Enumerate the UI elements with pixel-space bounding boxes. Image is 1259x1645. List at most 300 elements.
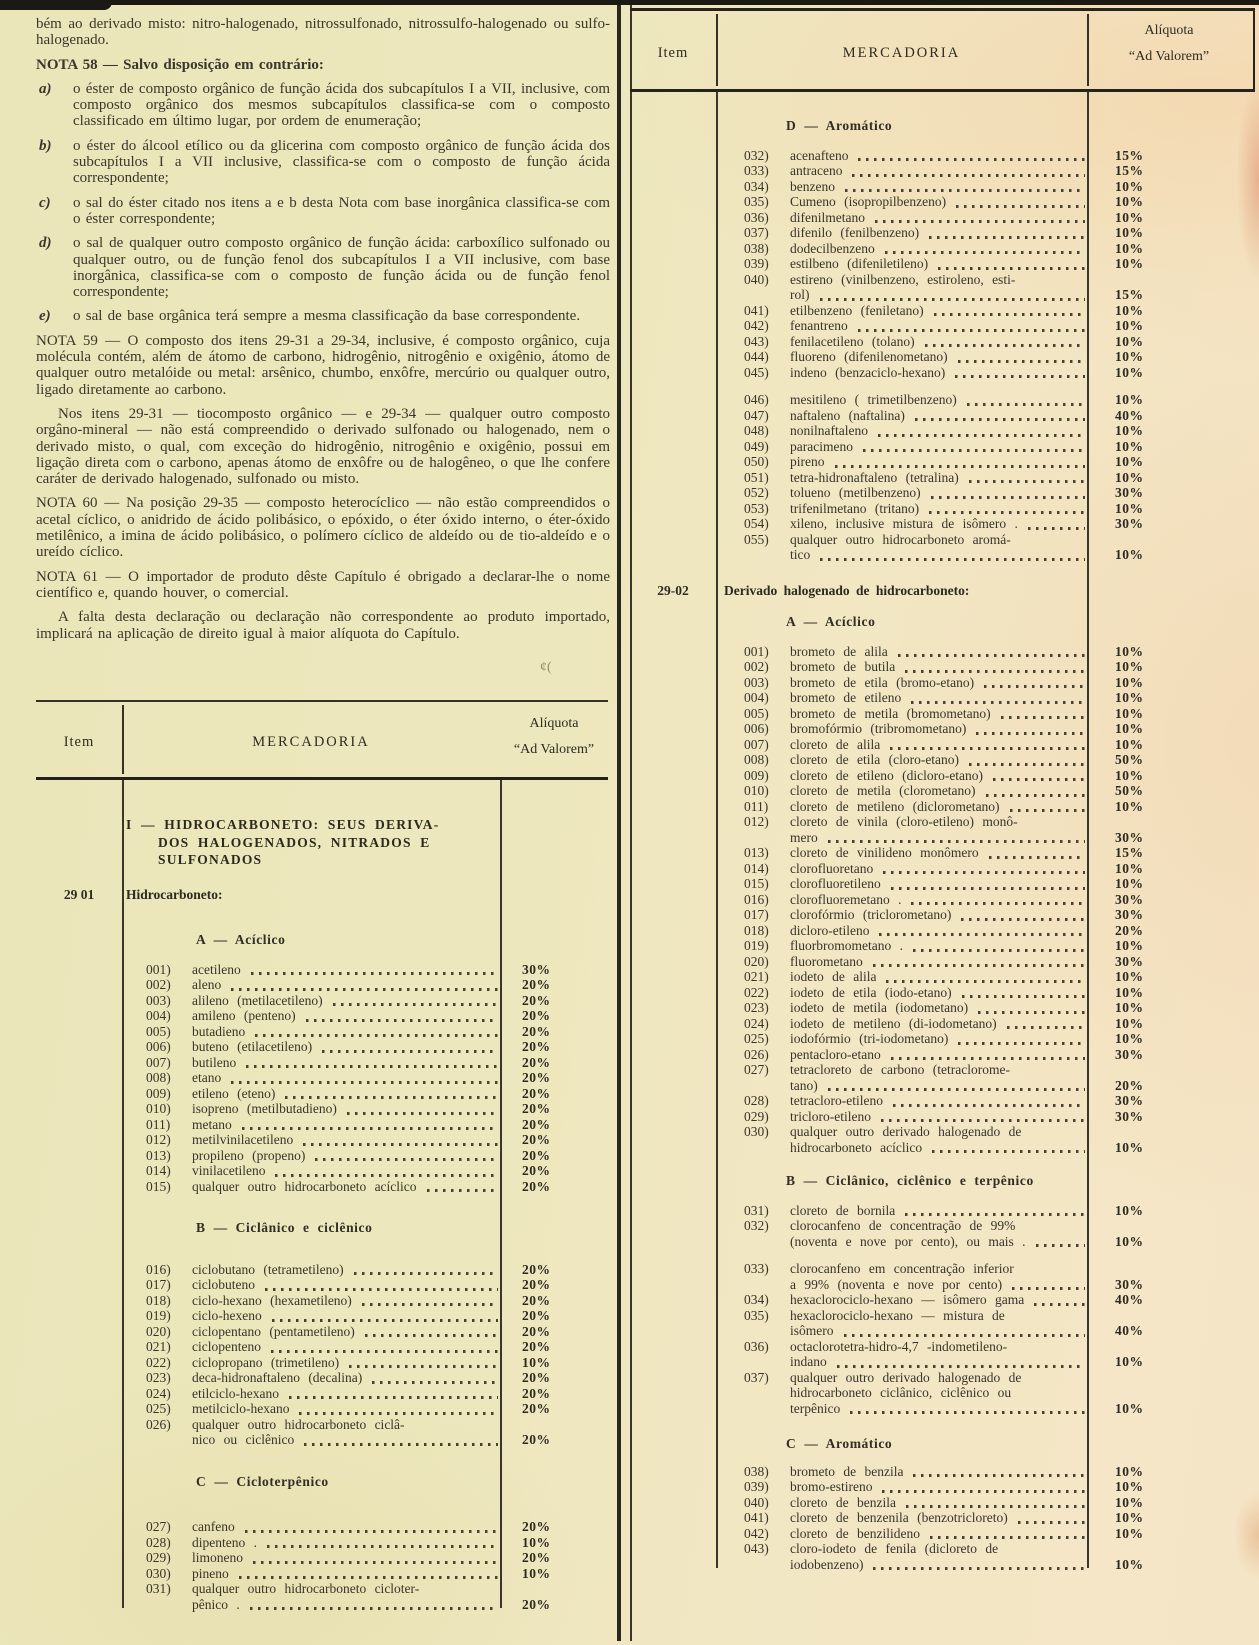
- item-text: pentacloro-etano: [790, 1046, 881, 1062]
- item-code-cell: [36, 1308, 122, 1324]
- description-cell: [716, 1093, 1087, 1109]
- dot-leader: [299, 1412, 498, 1415]
- item-code-cell: [36, 977, 122, 993]
- description-cell: [122, 887, 500, 903]
- item-code-cell: [36, 1148, 122, 1164]
- item-line: [744, 408, 1087, 424]
- note-paragraph: A falta desta declaração ou declaração não correspondente ao produto importado, implicará na aplicação de direito igual à maior alíquota do Capítulo.: [36, 609, 610, 642]
- item-text: cloreto de vinila (cloro-etileno) monô-: [790, 814, 1018, 829]
- table-row: [630, 210, 1255, 226]
- rate-value: 20%: [522, 1519, 551, 1534]
- rate-cell: [500, 932, 608, 948]
- item-code-cell: [36, 1519, 122, 1535]
- description-cell: [122, 932, 500, 948]
- table-row: [630, 583, 1255, 599]
- dot-leader: [303, 1143, 498, 1146]
- item-number: 027): [146, 1519, 171, 1534]
- item-line: [146, 1597, 500, 1613]
- rate-cell: [1087, 583, 1255, 599]
- dot-leader: [925, 344, 1085, 347]
- table-row: [630, 1464, 1255, 1480]
- item-number: 024): [146, 1385, 171, 1401]
- item-number: 047): [744, 407, 769, 423]
- rate-value: 20%: [522, 1308, 551, 1323]
- item-code-cell: [630, 1436, 716, 1452]
- item-line: [744, 907, 1087, 923]
- table-row: [630, 1261, 1255, 1292]
- item-line: [146, 1370, 500, 1386]
- table-row: [630, 1308, 1255, 1339]
- chapter-title: Hidrocarboneto:: [126, 886, 223, 902]
- dot-leader: [879, 933, 1085, 936]
- dot-leader: [905, 670, 1085, 673]
- table-row: [630, 532, 1255, 563]
- description-cell: [716, 392, 1087, 408]
- dot-leader: [967, 403, 1085, 406]
- item-code-cell: [630, 516, 716, 532]
- item-text: isopreno (metilbutadieno): [192, 1101, 337, 1116]
- item-code-cell: [630, 349, 716, 365]
- item-line: [744, 501, 1087, 517]
- description-cell: [122, 1008, 500, 1024]
- item-code-cell: [36, 1550, 122, 1566]
- item-number: 016): [146, 1261, 171, 1277]
- dot-leader: [858, 329, 1085, 332]
- dot-leader: [347, 1112, 498, 1115]
- item-number: 039): [744, 256, 769, 271]
- item-text: tricloro-etileno: [790, 1108, 871, 1124]
- tariff-table-right: [630, 8, 1255, 1572]
- table-row: [630, 644, 1255, 660]
- dot-leader: [978, 1011, 1085, 1014]
- dot-leader: [885, 251, 1085, 254]
- description-cell: [716, 516, 1087, 532]
- item-text: pireno: [790, 454, 825, 469]
- item-text: qualquer outro derivado halogenado de: [790, 1369, 1022, 1385]
- item-text: aleno: [192, 977, 222, 992]
- description-cell: [716, 969, 1087, 985]
- list-item-text: o éster do álcool etílico ou da glicerina com composto orgânico de função ácida dos subcapítulos I a VII inclusive, classifica-se com o composto de função ácida correspondente;: [73, 137, 610, 187]
- description-cell: [716, 365, 1087, 381]
- item-number: 007): [146, 1054, 171, 1070]
- item-code-cell: [630, 318, 716, 334]
- item-line: [744, 272, 1087, 288]
- rate-value: 20%: [522, 1323, 551, 1339]
- section-title-line: I — HIDROCARBONETO: SEUS DERIVA-: [126, 817, 440, 832]
- item-code-cell: [630, 365, 716, 381]
- item-text: etilciclo-hexano: [192, 1385, 279, 1401]
- rate-value: 10%: [1115, 1479, 1144, 1494]
- row-gap: [630, 1416, 1255, 1436]
- item-line: [744, 1109, 1087, 1125]
- table-row: [630, 876, 1255, 892]
- item-code-cell: [630, 907, 716, 923]
- item-number: 002): [146, 977, 171, 992]
- item-line: [744, 845, 1087, 861]
- item-text: fluoreno (difenilenometano): [790, 349, 948, 364]
- nota-list-item: [36, 81, 610, 130]
- row-gap: [630, 134, 1255, 148]
- rate-value: 10%: [1115, 721, 1144, 736]
- dot-leader: [989, 856, 1085, 859]
- table-row: [630, 423, 1255, 439]
- item-line: [146, 1179, 500, 1195]
- rate-value: 30%: [1115, 907, 1144, 922]
- dot-leader: [961, 918, 1085, 921]
- table-row: [630, 1436, 1255, 1452]
- table-row: [630, 365, 1255, 381]
- dot-leader: [929, 511, 1085, 514]
- item-text: cloreto de vinilideno monômero: [790, 845, 979, 860]
- item-text: etano: [192, 1070, 222, 1085]
- dot-leader: [362, 1303, 498, 1306]
- item-text: cloreto de alila: [790, 736, 881, 752]
- item-line: [744, 1261, 1087, 1277]
- item-line: [744, 1308, 1087, 1324]
- description-cell: [122, 816, 500, 869]
- rate-column-rule: [1087, 92, 1089, 1568]
- description-cell: [716, 659, 1087, 675]
- description-cell: [716, 501, 1087, 517]
- item-number: 026): [744, 1046, 769, 1062]
- item-line: [744, 985, 1087, 1001]
- description-cell: [716, 454, 1087, 470]
- item-line: [744, 1093, 1087, 1109]
- dot-leader: [1028, 527, 1085, 530]
- notes-paragraphs: [36, 333, 610, 642]
- rate-value: 20%: [522, 1292, 551, 1308]
- dot-leader: [931, 496, 1085, 499]
- description-cell: [122, 1535, 500, 1551]
- rate-value: 10%: [1115, 1494, 1144, 1510]
- item-text: (noventa e nove por cento), ou mais .: [790, 1233, 1026, 1249]
- table-row: [630, 1047, 1255, 1063]
- description-cell: [716, 256, 1087, 272]
- item-text: cloreto de metileno (diclorometano): [790, 798, 1000, 814]
- rate-cell: [1087, 118, 1255, 134]
- description-cell: [716, 1000, 1087, 1016]
- item-number: 035): [744, 1307, 769, 1323]
- item-code-cell: [630, 845, 716, 861]
- dot-leader: [850, 1411, 1085, 1414]
- item-number: 010): [744, 783, 769, 798]
- description-cell: [716, 241, 1087, 257]
- rate-value: 10%: [522, 1534, 551, 1550]
- dot-leader: [984, 685, 1085, 688]
- description-cell: [716, 1292, 1087, 1308]
- item-code-cell: [630, 675, 716, 691]
- item-number: 021): [146, 1339, 171, 1354]
- description-cell: [122, 1339, 500, 1355]
- rate-value: 30%: [1115, 1046, 1144, 1062]
- rate-value: 20%: [522, 1101, 551, 1116]
- item-number: 029): [744, 1108, 769, 1124]
- subsection-heading: C — Cicloterpênico: [196, 1473, 329, 1489]
- rate-value: 30%: [1115, 1093, 1144, 1108]
- item-line: [744, 1385, 1087, 1401]
- item-number: 038): [744, 240, 769, 256]
- item-line: [744, 318, 1087, 334]
- item-text: brometo de etileno: [790, 690, 902, 705]
- item-code-cell: [36, 1417, 122, 1448]
- description-cell: [716, 1479, 1087, 1495]
- dot-leader: [246, 1065, 498, 1068]
- item-line: [744, 454, 1087, 470]
- table-row: [630, 985, 1255, 1001]
- item-number: 007): [744, 736, 769, 752]
- description-cell: [716, 1173, 1087, 1189]
- table-row: [630, 1541, 1255, 1572]
- item-line: [744, 1292, 1087, 1308]
- item-number: 054): [744, 516, 769, 531]
- item-line: [146, 1055, 500, 1071]
- rate-value: 10%: [1115, 547, 1144, 562]
- item-text: butadieno: [192, 1023, 246, 1039]
- item-text: iodeto de metileno (di-iodometano): [790, 1015, 997, 1031]
- rate-value: 15%: [1115, 163, 1144, 178]
- subsection-heading: A — Acíclico: [786, 614, 876, 629]
- table-row: [630, 1339, 1255, 1370]
- description-cell: [716, 439, 1087, 455]
- item-number: 027): [744, 1062, 769, 1077]
- item-text: brometo de benzila: [790, 1463, 904, 1479]
- item-line: [744, 969, 1087, 985]
- item-number: 016): [744, 891, 769, 907]
- table-row: [630, 861, 1255, 877]
- description-cell: [716, 768, 1087, 784]
- item-code-cell: [630, 1047, 716, 1063]
- rate-value: 10%: [1115, 643, 1144, 659]
- item-text: propileno (propeno): [192, 1147, 306, 1163]
- table-row: [630, 454, 1255, 470]
- item-text: buteno (etilacetileno): [192, 1039, 313, 1054]
- item-line: [744, 1016, 1087, 1032]
- item-code-cell: [36, 1474, 122, 1490]
- item-number: 030): [744, 1124, 769, 1139]
- dot-leader: [253, 1561, 498, 1564]
- description-cell: [716, 923, 1087, 939]
- item-text: qualquer outro derivado halogenado de: [790, 1124, 1022, 1139]
- table-row: [630, 241, 1255, 257]
- item-text: cloreto de bornila: [790, 1202, 896, 1218]
- item-number: 012): [146, 1132, 171, 1147]
- item-number: 001): [146, 961, 171, 977]
- description-cell: [716, 706, 1087, 722]
- item-text: tetra-hidronaftaleno (tetralina): [790, 469, 959, 485]
- item-code-cell: [36, 1220, 122, 1236]
- description-cell: [716, 1124, 1087, 1155]
- item-text: cloro-iodeto de fenila (dicloreto de: [790, 1541, 999, 1556]
- section-title-line: DOS HALOGENADOS, NITRADOS E: [158, 834, 431, 850]
- section-title-line: SULFONADOS: [158, 852, 263, 867]
- rate-value: 20%: [522, 1039, 551, 1054]
- item-line: [744, 547, 1087, 563]
- item-text: terpênico: [790, 1400, 841, 1416]
- table-row: [630, 439, 1255, 455]
- description-cell: [716, 814, 1087, 845]
- item-text: ciclopropano (trimetileno): [192, 1354, 340, 1370]
- item-code-cell: [36, 816, 122, 869]
- description-cell: [716, 954, 1087, 970]
- rate-value: 30%: [1115, 1276, 1144, 1292]
- table-header: [630, 8, 1255, 92]
- item-line: [744, 303, 1087, 319]
- item-line: [744, 148, 1087, 164]
- item-text: mero: [790, 829, 818, 845]
- dot-leader: [934, 313, 1085, 316]
- description-cell: [716, 225, 1087, 241]
- list-item-text: o sal de qualquer outro composto orgânico de função ácida: carboxílico sulfonado ou qualquer outro, ou de função fenol dos subcapítulos I a VII inclusive, com base inorgânica, classifica-se com o composto de função ácida ou de função fenol correspondente;: [73, 235, 610, 301]
- row-gap: [630, 630, 1255, 644]
- dot-leader: [875, 220, 1085, 223]
- description-cell: [122, 1179, 500, 1195]
- description-cell: [716, 1436, 1087, 1452]
- list-item-label: d): [39, 235, 52, 252]
- item-number: 023): [744, 1000, 769, 1015]
- item-number: 003): [146, 992, 171, 1008]
- item-line: [744, 1541, 1087, 1557]
- rate-value: 15%: [1115, 845, 1144, 860]
- description-cell: [122, 1277, 500, 1293]
- item-line: [744, 923, 1087, 939]
- item-column-rule: [716, 92, 718, 1568]
- dot-leader: [365, 1334, 498, 1337]
- description-cell: [716, 485, 1087, 501]
- item-line: [744, 1479, 1087, 1495]
- rate-value: 10%: [1115, 423, 1144, 438]
- item-line: [744, 349, 1087, 365]
- description-cell: [716, 737, 1087, 753]
- list-item-text: o éster de composto orgânico de função ácida dos subcapítulos I a VII, inclusive, com composto orgânico dos mesmos subcapítulos classifica-se com o composto classificado em último lugar, por ordem de enumeração;: [73, 80, 610, 130]
- item-text: fenilacetileno (tolano): [790, 333, 915, 349]
- rate-value: 20%: [522, 1147, 551, 1163]
- item-line: [744, 1354, 1087, 1370]
- rate-value: 20%: [522, 1339, 551, 1354]
- table-row: [630, 1109, 1255, 1125]
- item-number: 049): [744, 438, 769, 454]
- nota-list-item: [36, 235, 610, 300]
- item-number: 033): [744, 1261, 769, 1276]
- item-number: 005): [146, 1023, 171, 1039]
- description-cell: [716, 1109, 1087, 1125]
- item-text: butileno: [192, 1054, 237, 1070]
- item-text: cloreto de etila (cloro-etano): [790, 752, 960, 767]
- item-text: cloreto de benzenila (benzotricloreto): [790, 1510, 1008, 1525]
- item-number: 039): [744, 1479, 769, 1494]
- dot-leader: [837, 1365, 1085, 1368]
- item-number: 002): [744, 659, 769, 674]
- description-cell: [122, 1293, 500, 1309]
- dot-leader: [976, 732, 1085, 735]
- item-line: [744, 241, 1087, 257]
- item-number: 011): [146, 1116, 171, 1132]
- item-text: tano): [790, 1077, 818, 1093]
- item-text: metilciclo-hexano: [192, 1401, 290, 1416]
- rate-value: 10%: [1115, 1031, 1144, 1046]
- item-number: 010): [146, 1101, 171, 1116]
- item-code-cell: [630, 1339, 716, 1370]
- item-line: [146, 1262, 500, 1278]
- dot-leader: [835, 465, 1086, 468]
- item-text: qualquer outro hidrocarboneto cicloter-: [192, 1581, 420, 1596]
- dot-leader: [962, 995, 1085, 998]
- description-cell: [122, 993, 500, 1009]
- table-header: [36, 700, 608, 780]
- rate-value: 40%: [1115, 1292, 1144, 1307]
- print-artifact: ¢(: [540, 660, 552, 675]
- item-text: brometo de butila: [790, 659, 896, 674]
- table-row: [630, 938, 1255, 954]
- rate-value: 10%: [1115, 674, 1144, 690]
- item-line: [744, 783, 1087, 799]
- rate-cell: [500, 1220, 608, 1236]
- rate-value: 20%: [522, 1008, 551, 1023]
- item-code-cell: [630, 1062, 716, 1093]
- description-cell: [716, 1016, 1087, 1032]
- item-text: antraceno: [790, 163, 843, 178]
- rate-value: 10%: [1115, 1556, 1144, 1572]
- description-cell: [122, 1086, 500, 1102]
- item-code-cell: [630, 861, 716, 877]
- description-cell: [122, 1370, 500, 1386]
- item-text: nonilnaftaleno: [790, 423, 868, 438]
- dot-leader: [1034, 1303, 1085, 1306]
- dot-leader: [1018, 1521, 1085, 1524]
- description-cell: [716, 861, 1087, 877]
- description-cell: [716, 1261, 1087, 1292]
- item-line: [146, 1339, 500, 1355]
- item-line: [744, 1062, 1087, 1078]
- dot-leader: [255, 1034, 498, 1037]
- rate-value: 10%: [1115, 1202, 1144, 1218]
- item-code-cell: [630, 1526, 716, 1542]
- item-code-cell: [630, 985, 716, 1001]
- item-line: [744, 256, 1087, 272]
- item-number: 020): [146, 1323, 171, 1339]
- item-number: 011): [744, 798, 769, 814]
- rate-value: 20%: [522, 1432, 551, 1447]
- item-line: [146, 1148, 500, 1164]
- rate-value: 20%: [522, 1054, 551, 1070]
- item-number: 044): [744, 349, 769, 364]
- dot-leader: [820, 298, 1086, 301]
- item-line: [744, 225, 1087, 241]
- item-line: [744, 1464, 1087, 1480]
- item-number: 029): [146, 1550, 171, 1565]
- item-line: [744, 1510, 1087, 1526]
- description-cell: [716, 179, 1087, 195]
- rate-value: 20%: [522, 1401, 551, 1416]
- item-line: [744, 721, 1087, 737]
- list-item-text: o sal de base orgânica terá sempre a mesma classificação da base correspondente.: [73, 308, 581, 325]
- rate-value: 50%: [1115, 752, 1144, 767]
- item-number: 015): [744, 876, 769, 891]
- item-number: 004): [146, 1008, 171, 1023]
- item-line: [744, 861, 1087, 877]
- description-cell: [716, 892, 1087, 908]
- item-line: [146, 1386, 500, 1402]
- rate-value: 50%: [1115, 783, 1144, 798]
- item-text: rol): [790, 287, 810, 302]
- rate-value: 10%: [1115, 969, 1144, 984]
- item-line: [146, 1581, 500, 1597]
- aliquota-label: Alíquota: [1144, 23, 1194, 38]
- table-row: [630, 516, 1255, 532]
- rate-value: 10%: [522, 1565, 551, 1581]
- item-text: isômero: [790, 1323, 834, 1338]
- item-text: qualquer outro hidrocarboneto aromá-: [790, 531, 1011, 547]
- table-row: [630, 1495, 1255, 1511]
